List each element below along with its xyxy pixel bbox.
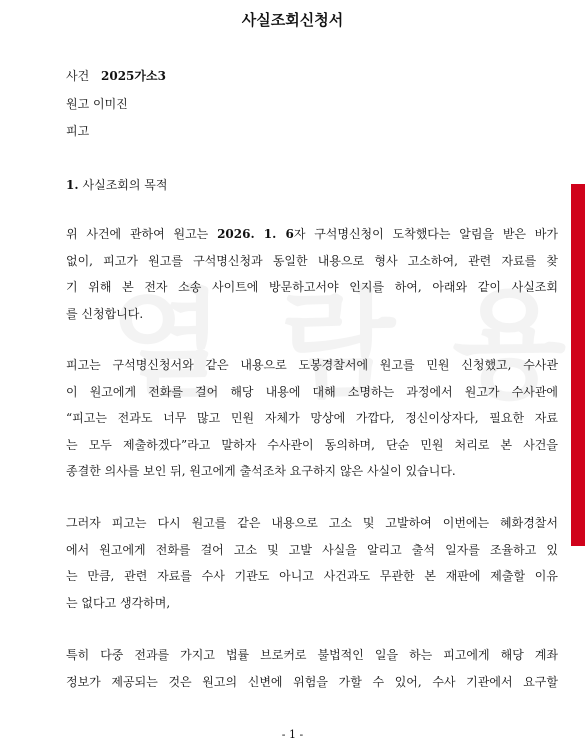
paragraph-line: 정보가 제공되는 것은 원고의 신변에 위험을 가할 수 있어, 수사 기관에서 요구할 [66, 674, 558, 689]
page-number: - 1 - [281, 728, 304, 741]
plaintiff-line: 원고 이미진 [66, 97, 128, 111]
paragraph-line: 에서 원고에게 전화를 걸어 고소 및 고발 사실을 알리고 출석 일자를 조율하고 있 [66, 542, 558, 557]
paragraph-line: 를 신청합니다. [66, 306, 144, 321]
document-title: 사실조회신청서 [241, 11, 344, 29]
paragraph-4 [66, 642, 558, 695]
paragraph-line [66, 221, 558, 248]
paragraph-line: 특히 다중 전과를 가지고 법률 브로커로 불법적인 일을 하는 피고에게 해당 계좌 [66, 648, 558, 662]
paragraph-line: 는 만큼, 관련 자료를 수사 기관도 아니고 사건과도 무관한 본 재판에 제출할 이유 [66, 569, 558, 583]
paragraph-line: 기 위해 본 전자 소송 사이트에 방문하고서야 인지를 하여, 아래와 같이 사실조회 [66, 280, 558, 294]
paragraph-line: “피고는 전과도 너무 많고 민원 자체가 망상에 가깝다, 정신이상자다, 필요한 자료 [66, 411, 558, 425]
paragraph-1 [66, 221, 558, 327]
section-heading [66, 176, 168, 193]
section-number: 1. [66, 178, 79, 192]
paragraph-line: 이 원고에게 전화를 걸어 해당 내용에 대해 소명하는 과정에서 원고가 수사관에 [66, 384, 558, 399]
paragraph-2 [66, 352, 558, 485]
paragraph-line: 피고는 구석명신청서와 같은 내용으로 도봉경찰서에 원고를 민원 신청했고, 수사관 [66, 358, 558, 372]
defendant-line: 피고 [66, 124, 90, 138]
case-number: 2025가소3 [101, 69, 166, 83]
text-run: 위 사건에 관하여 원고는 [66, 227, 218, 241]
paragraph-line: 는 모두 제출하겠다”라고 말하자 수사관이 동의하며, 단순 민원 처리로 본 사건을 [66, 437, 558, 452]
paragraph-line: 그러자 피고는 다시 원고를 같은 내용으로 고소 및 고발하여 이번에는 혜화경찰서 [66, 516, 558, 530]
case-label: 사건 [66, 69, 90, 83]
date-text: 2026. 1. 6 [217, 227, 294, 241]
paragraph-line: 종결한 의사를 보인 뒤, 원고에게 출석조차 요구하지 않은 사실이 있습니다. [66, 464, 456, 478]
text-run: 자 구석명신청이 도착했다는 알림을 받은 바가 [293, 227, 558, 241]
paragraph-line: 없이, 피고가 원고를 구석명신청과 동일한 내용으로 형사 고소하여, 관련 자료를 찾 [66, 253, 558, 268]
paragraph-3 [66, 510, 558, 616]
section-title: 사실조회의 목적 [82, 178, 168, 192]
side-bookmark-bar [571, 184, 585, 546]
paragraph-line: 는 없다고 생각하며, [66, 595, 171, 610]
